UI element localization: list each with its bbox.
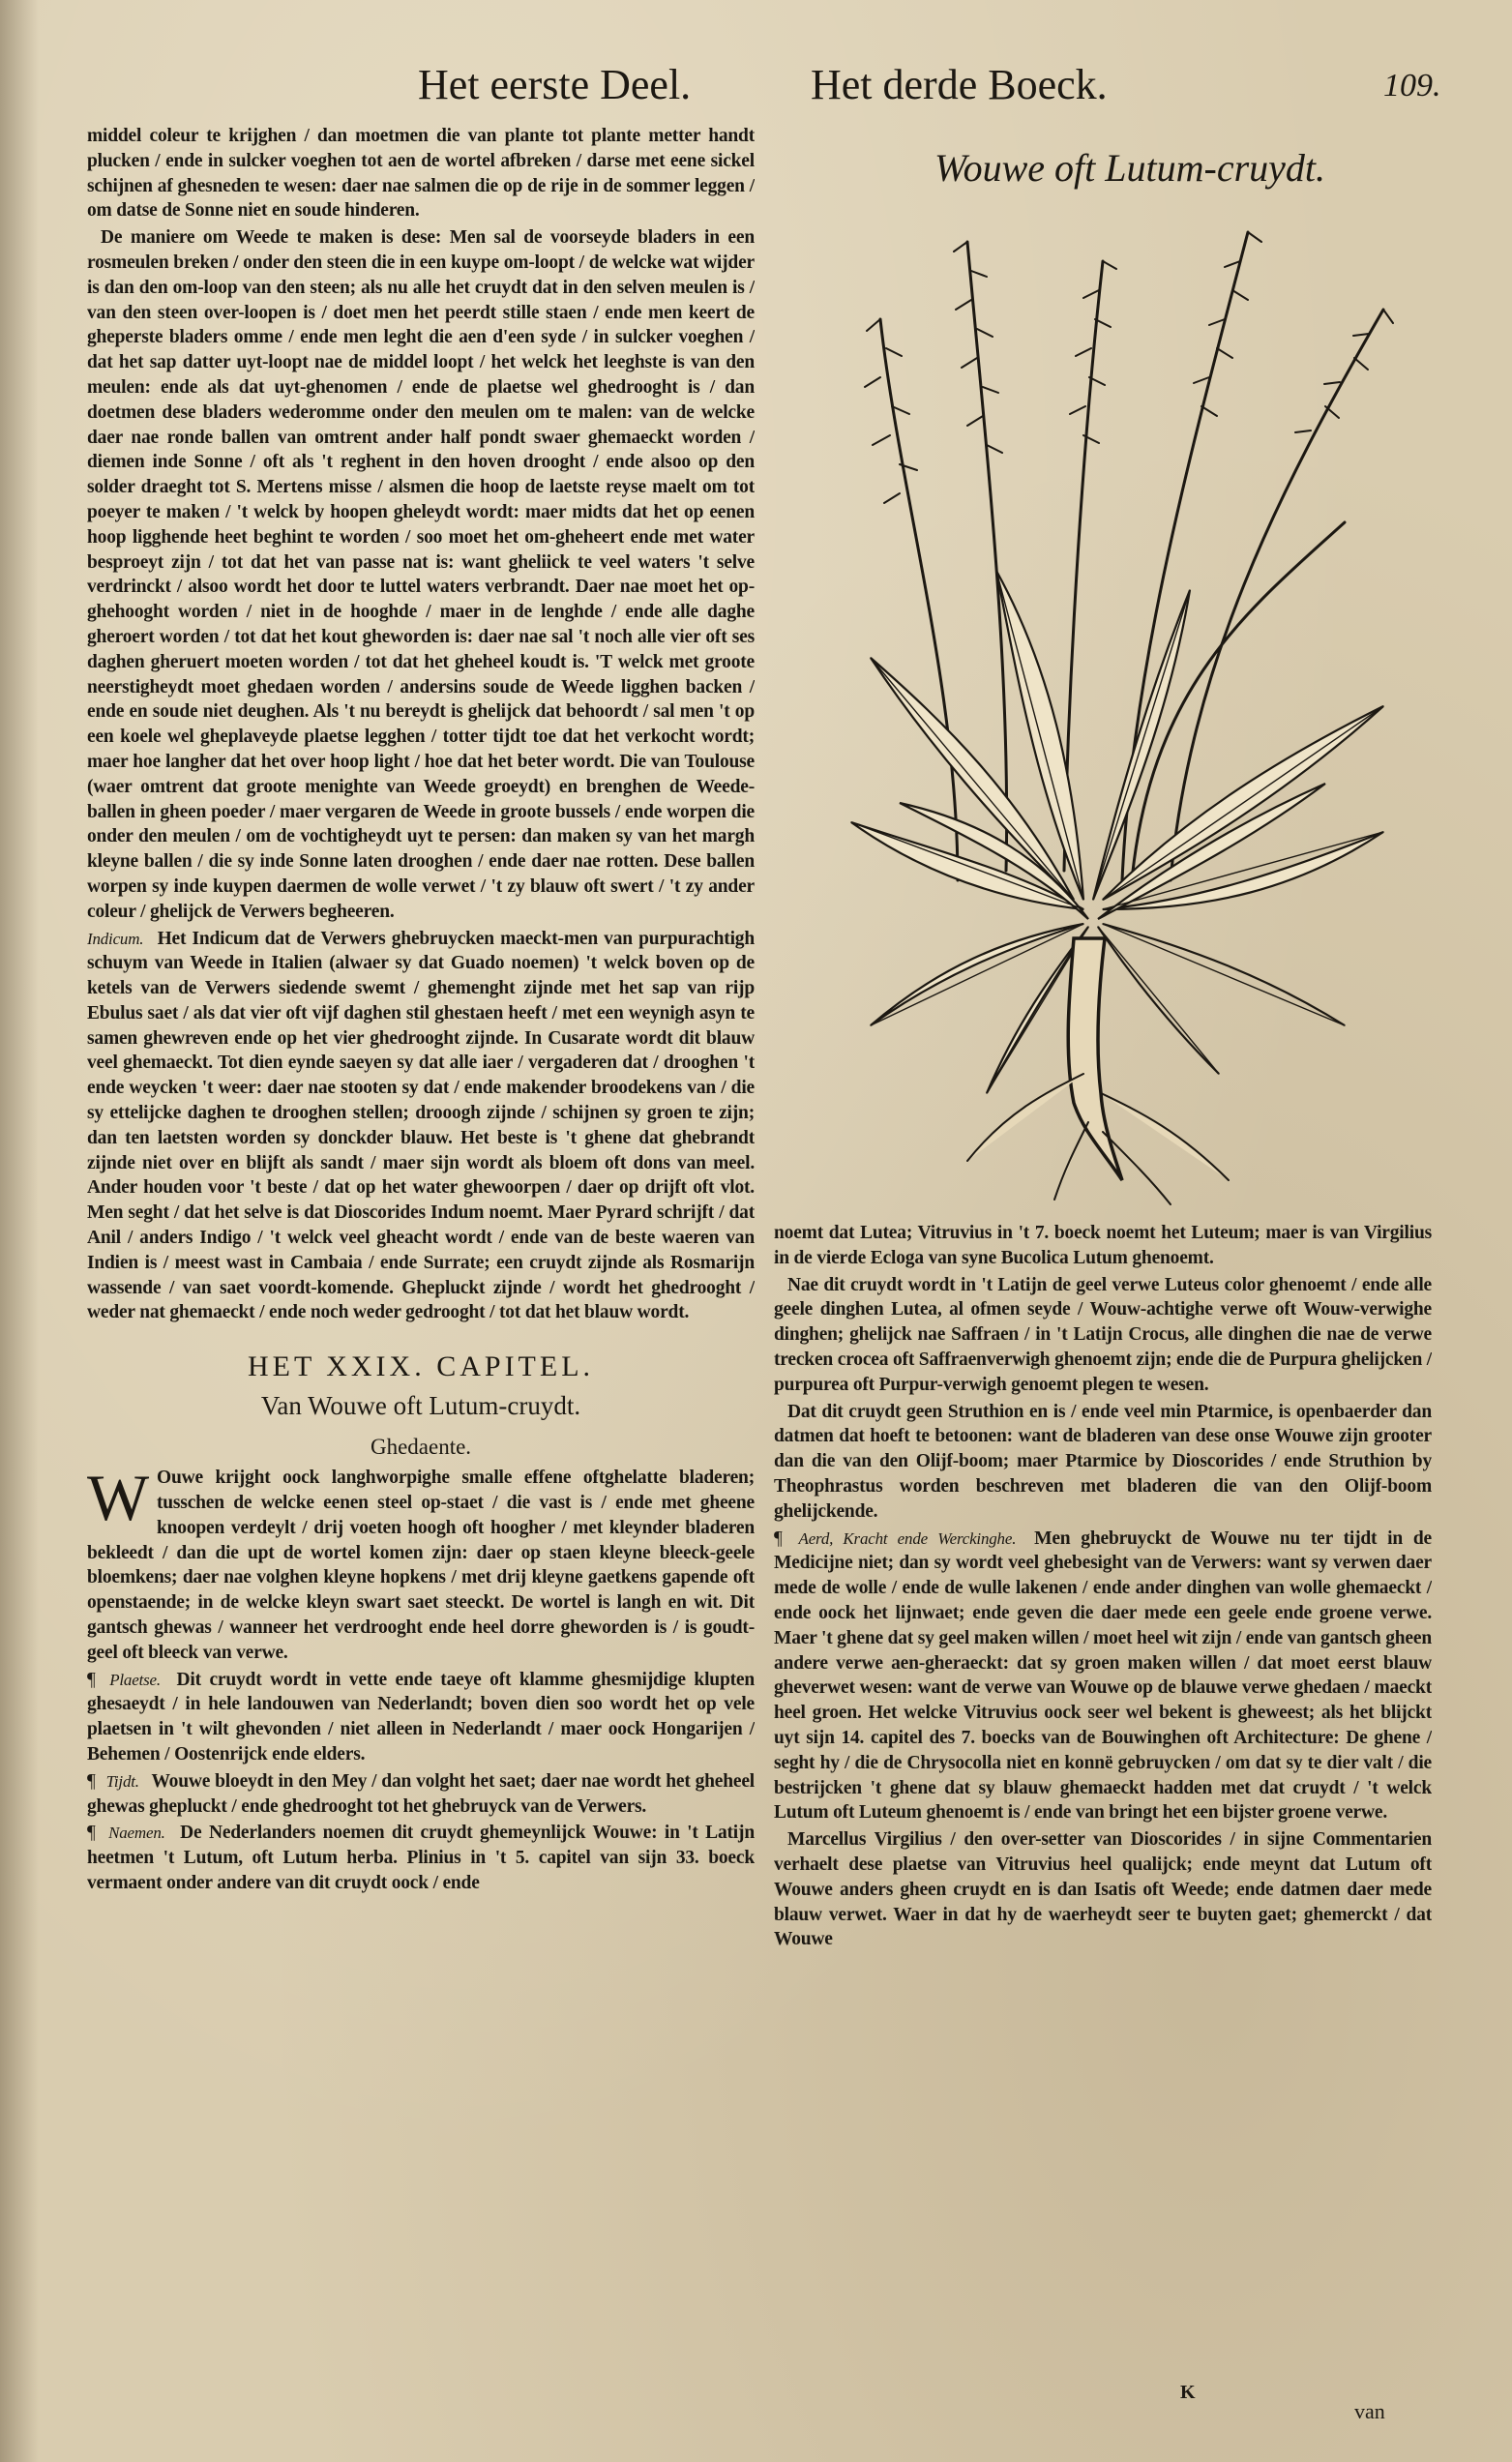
illustration-title: Wouwe oft Lutum-cruydt. bbox=[934, 146, 1326, 190]
section-ghedaente: Ghedaente. bbox=[370, 1435, 472, 1460]
left-paragraph-3-text: Het Indicum dat de Verwers ghebruycken maeckt-men van purpurachtigh schuym van Weede in Italien (alwaer sy dat Guado noemen) 't welck boven op de ketels van de Verwers siedende swemt / ghemenght zijnde met het sap van rijp Ebulus saet / als dat vier oft vijf daghen stil ghestaen heeft / met een weynigh asyn te samen ghewreven ende op het vier ghedrooght zijnde. In Cusarate wordt dit blauw veel ghemaeckt. Tot dien eynde saeyen sy dat alle iaer / vergaderen dat / drooghen 't ende weycken 't weer: daer nae stooten sy dat / ende makender broodekens van / die sy ettelijcke daghen te drooghen stellen; drooogh zijnde / schijnen sy groen te zijn; dan ten laetsten worden sy donckder blauw. Het beste is 't ghene dat ghebrandt zijnde niet over en blijft als sandt / maer sijn wordt als bloem oft dons van meel. Ander houden voor 't beste / dat op het water ghewoorpen / daer op drijft oft vlot. Men seght / dat het selve is dat Dioscorides Indum noemt. Maer Pyrard schrijft / dat Anil / anders Indigo / 't welck veel gheacht wordt / ende van de beste waeren van Indien is / meest wast in Cambaia / ende Surrate; een cruydt zijnde als Rosmarijn wassende / van saet voordt-komende. Ghepluckt zijnde / wordt het ghedrooght / weder nat ghemaeckt / ende noch weder gedrooght / tot dat het blauw wordt. bbox=[87, 928, 755, 1323]
label-tijdt: Tijdt. bbox=[105, 1771, 139, 1791]
label-placetse: Plaetse. bbox=[109, 1670, 161, 1689]
dropcap-letter: W bbox=[87, 1461, 149, 1535]
woad-plant-woodcut bbox=[842, 203, 1422, 1209]
tijdt-text: Wouwe bloeydt in den Mey / dan volght het saet; daer nae wordt het gheheel ghewas ghepluckt / ende ghedrooght tot het ghebruyck van de Verwers. bbox=[87, 1770, 755, 1817]
spike-florets bbox=[865, 232, 1393, 503]
right-paragraph-3: Dat dit cruydt geen Struthion en is / ende veel min Ptarmice, is openbaerder dan datmen dat hoeft te betoonen: want de bladeren van dese onse Wouwe zijn grooter dan die van den Olijf-boom; maer Ptarmice by Dioscorides / ende Struthion by Theophrastus worden beschreven met bladeren die van den Olijf-boom ghelijckende. bbox=[774, 1401, 1432, 1522]
left-paragraph-2: De maniere om Weede te maken is dese: Men sal de voorseyde bladers in een rosmeulen breken / onder den steen die in een kuype om-loopt / de welcke wat wijder is dan den om-loop van den steen; als nu alle het cruydt dat in den selven meulen is / van den steen over-loopen is / doet men het peerdt stille staen / ende men keert de gheperste bladers omme / ende men leght die aen d'een syde / in sulcker voeghen / dat het sap datter uyt-loopt nae de middel loopt / het welck het leeghste is van den meulen: ende als dat uyt-ghenomen / ende de plaetse wel ghedrooght is / dan doetmen dese bladers wederomme onder den meulen om te malen: van de welcke daer nae ronde ballen van omtrent ander half pondt swaer ghemaeckt worden / diemen inde Sonne / oft als 't reghent in den hoven drooght / ende alsoo op den solder draeght tot S. Mertens misse / alsmen die hoop de laetste reyse maelt om tot poeyer te maken / 't welck by hoopen gheleydt wordt: maer midts dat het op eenen hoop ligghende heet beghint te worden / soo moet het om-gheheert ende met water besproeyt zijn / tot dat het van passe nat is: want gheliick te veel waters 't selve verdrinckt / alsoo wordt het door te luttel waters verbrandt. Daer nae moet het op-ghehooght worden / niet in de hooghde / maer in de lenghde / ende alle daghe gheroert worden / tot dat het kout gheworden is: daer nae sal 't noch alle vier oft ses daghen gheruert moeten worden / tot dat het gheheel koudt is. 'T welck met groote neerstigheydt moet ghedaen worden / andersins soude de Weede ligghen backen / ende en soude niet deughen. Als 't nu bereydt is ghelijck dat behoordt / sal men 't op een koele wel gheplaveyde plaetse legghen / totter tijdt toe dat het verkocht wordt; maer hoe langher dat het over hoop light / hoe dat het beter wordt. Die van Toulouse (waer omtrent dat groote menighte van Weede groeydt) en brenghen de Weede-ballen in gheen poeder / maer vergaren de Weede in groote bussels / ende worpen die onder den meulen / om de vochtigheydt uyt te persen: dan maken sy van het margh kleyne ballen / die sy inde Sonne laten drooghen / ende daer nae rotten. Dese ballen worpen sy inde kuypen daermen de wolle verwet / 't zy blauw oft swert / 't zy ander coleur / ghelijck de Verwers begheeren. bbox=[87, 227, 755, 922]
placetse-text: Dit cruydt wordt in vette ende taeye oft klamme ghesmijdige klupten ghesaeydt / in hele landouwen van Nederlandt; boven dien soo wordt het op vele plaetsen in 't wilt ghevonden / niet alleen in Nederlandt / maer oock Hongarijen / Behemen / Oostenrijck ende elders. bbox=[87, 1669, 755, 1765]
pilcrow-icon: ¶ bbox=[774, 1528, 783, 1549]
running-head-left: Het eerste Deel. bbox=[418, 61, 692, 108]
page-number: 109. bbox=[1383, 68, 1441, 104]
right-paragraph-5: Marcellus Virgilius / den over-setter van Dioscorides / in sijne Commentarien verhaelt dese plaetse van Vitruvius heel qualijck; ende meynt dat Lutum oft Wouwe anders gheen cruydt en is dan Isatis oft Weede; ende datmen daer mede blauw verwet. Waer in dat hy de waerheydt seer te buyten gaet; ghemerckt / dat Wouwe bbox=[774, 1829, 1432, 1950]
gutter-shadow bbox=[0, 0, 39, 2462]
chapter-subtitle: Van Wouwe oft Lutum-cruydt. bbox=[260, 1391, 581, 1421]
running-head-right: Het derde Boeck. bbox=[811, 61, 1108, 108]
naemen-text: De Nederlanders noemen dit cruydt ghemeynlijck Wouwe: in 't Latijn heetmen 't Lutum, oft Lutum herba. Plinius in 't 5. capitel van sijn 33. boeck vermaent onder andere van dit cruydt oock / ende bbox=[87, 1823, 755, 1893]
pilcrow-icon: ¶ bbox=[87, 1823, 96, 1844]
ghedaente-text: Ouwe krijght oock langhworpighe smalle effene oftghelatte bladeren; tusschen de welcke eenen steel op-staet / die vast is / ende met gheene knoopen verdeylt / drij voeten hoogh oft hoogher / met kleynder bladeren bekleedt / dan die upt de wortel komen zijn: daer op staen kleyne bleeck-geele bloemkens; daer nae volghen kleyne hopkens / met drij kleyne gaetkens gapende oft openstaende; in de welcke kleyn swart saet steeckt. De wortel is langh en wit. Dit gantsch ghewas / wanneer het verdrooght ende heel dorre gheworden is / is goudt-geel oft bleeck van verwe. bbox=[87, 1468, 755, 1663]
placetse-paragraph bbox=[87, 1668, 755, 1767]
catchword: van bbox=[1354, 2399, 1385, 2423]
right-paragraph-4 bbox=[774, 1527, 1432, 1826]
naemen-paragraph bbox=[87, 1821, 755, 1895]
right-paragraph-1: noemt dat Lutea; Vitruvius in 't 7. boeck noemt het Luteum; maer is van Virgilius in de vierde Ecloga van syne Bucolica Lutum ghenoemt. bbox=[774, 1223, 1432, 1268]
right-paragraph-2: Nae dit cruydt wordt in 't Latijn de geel verwe Luteus color ghenoemt / ende alle geele dinghen Lutea, al ofmen seyde / Wouw-achtighe verwe oft Wouw-verwighe dinghen; ghelijck nae Saffraen / in 't Latijn Crocus, alle dinghen die nae de verwe trecken crocea oft Saffraenverwigh ghenoemt zijn; ende die de Purpura ghelijcken / purpurea oft Purpur-verwigh genoemt plegen te wesen. bbox=[774, 1274, 1432, 1395]
ghedaente-paragraph bbox=[87, 1461, 755, 1665]
chapter-title: HET XXIX. CAPITEL. bbox=[247, 1350, 595, 1383]
root bbox=[967, 938, 1229, 1204]
signature-mark: K bbox=[1180, 2382, 1196, 2403]
pilcrow-icon: ¶ bbox=[87, 1669, 96, 1690]
tijdt-paragraph bbox=[87, 1769, 755, 1820]
left-paragraph-3 bbox=[87, 927, 755, 1326]
right-column bbox=[774, 1221, 1432, 2411]
pilcrow-icon: ¶ bbox=[87, 1770, 96, 1792]
right-paragraph-4-text: Men ghebruyckt de Wouwe nu ter tijdt in de Medicijne niet; dan sy wordt veel ghebesight van de Verwers: want sy verwen daer mede de wolle / ende de wulle lakenen / ende ander dinghen van wolle ghemaeckt / ende oock het lijnwaet; ende geven die daer mede een geele ende groene verwe. Maer 't ghene dat sy geel maken willen / moet heel wit zijn / ende van gantsch gheen andere verwe aen-gheraeckt: dat sy groen maken willen / dat moet eerst blauw gheverwet wesen: want de verwe van Wouwe op de blauwe verwe ghedaen / maeckt heel groen. Het welcke Vitruvius oock seer wel bekent is gheweest; als het blijckt uyt sijn 14. capitel des 7. boecks van de Bouwinghen oft Architecture: De ghene / seght hy / die de Chrysocolla niet en konnë gebruycken / om dat sy te dier valt / die bestrijcken 't ghene dat sy blauw ghemaeckt hadden met dat cruydt / 't welck Lutum oft Luteum ghenoemt is / ende van bringt het een bijster groene verwe. bbox=[774, 1528, 1432, 1824]
running-head bbox=[0, 60, 1512, 118]
left-column bbox=[87, 124, 755, 2455]
left-paragraph-1: middel coleur te krijghen / dan moetmen die van plante tot plante metter handt plucken / ende in sulcker voeghen tot aen de wortel afbreken / darse met eene sickel schijnen af ghesneden te wesen: daer nae salmen die op de rije in de sommer leggen / om datse de Sonne niet en soude hinderen. bbox=[87, 126, 755, 222]
label-aerd-kracht: Aerd, Kracht ende Werckinghe. bbox=[798, 1528, 1017, 1548]
marginal-note-indicum: Indicum. bbox=[87, 929, 144, 948]
leaves bbox=[851, 571, 1383, 1093]
label-naemen: Naemen. bbox=[108, 1824, 165, 1843]
